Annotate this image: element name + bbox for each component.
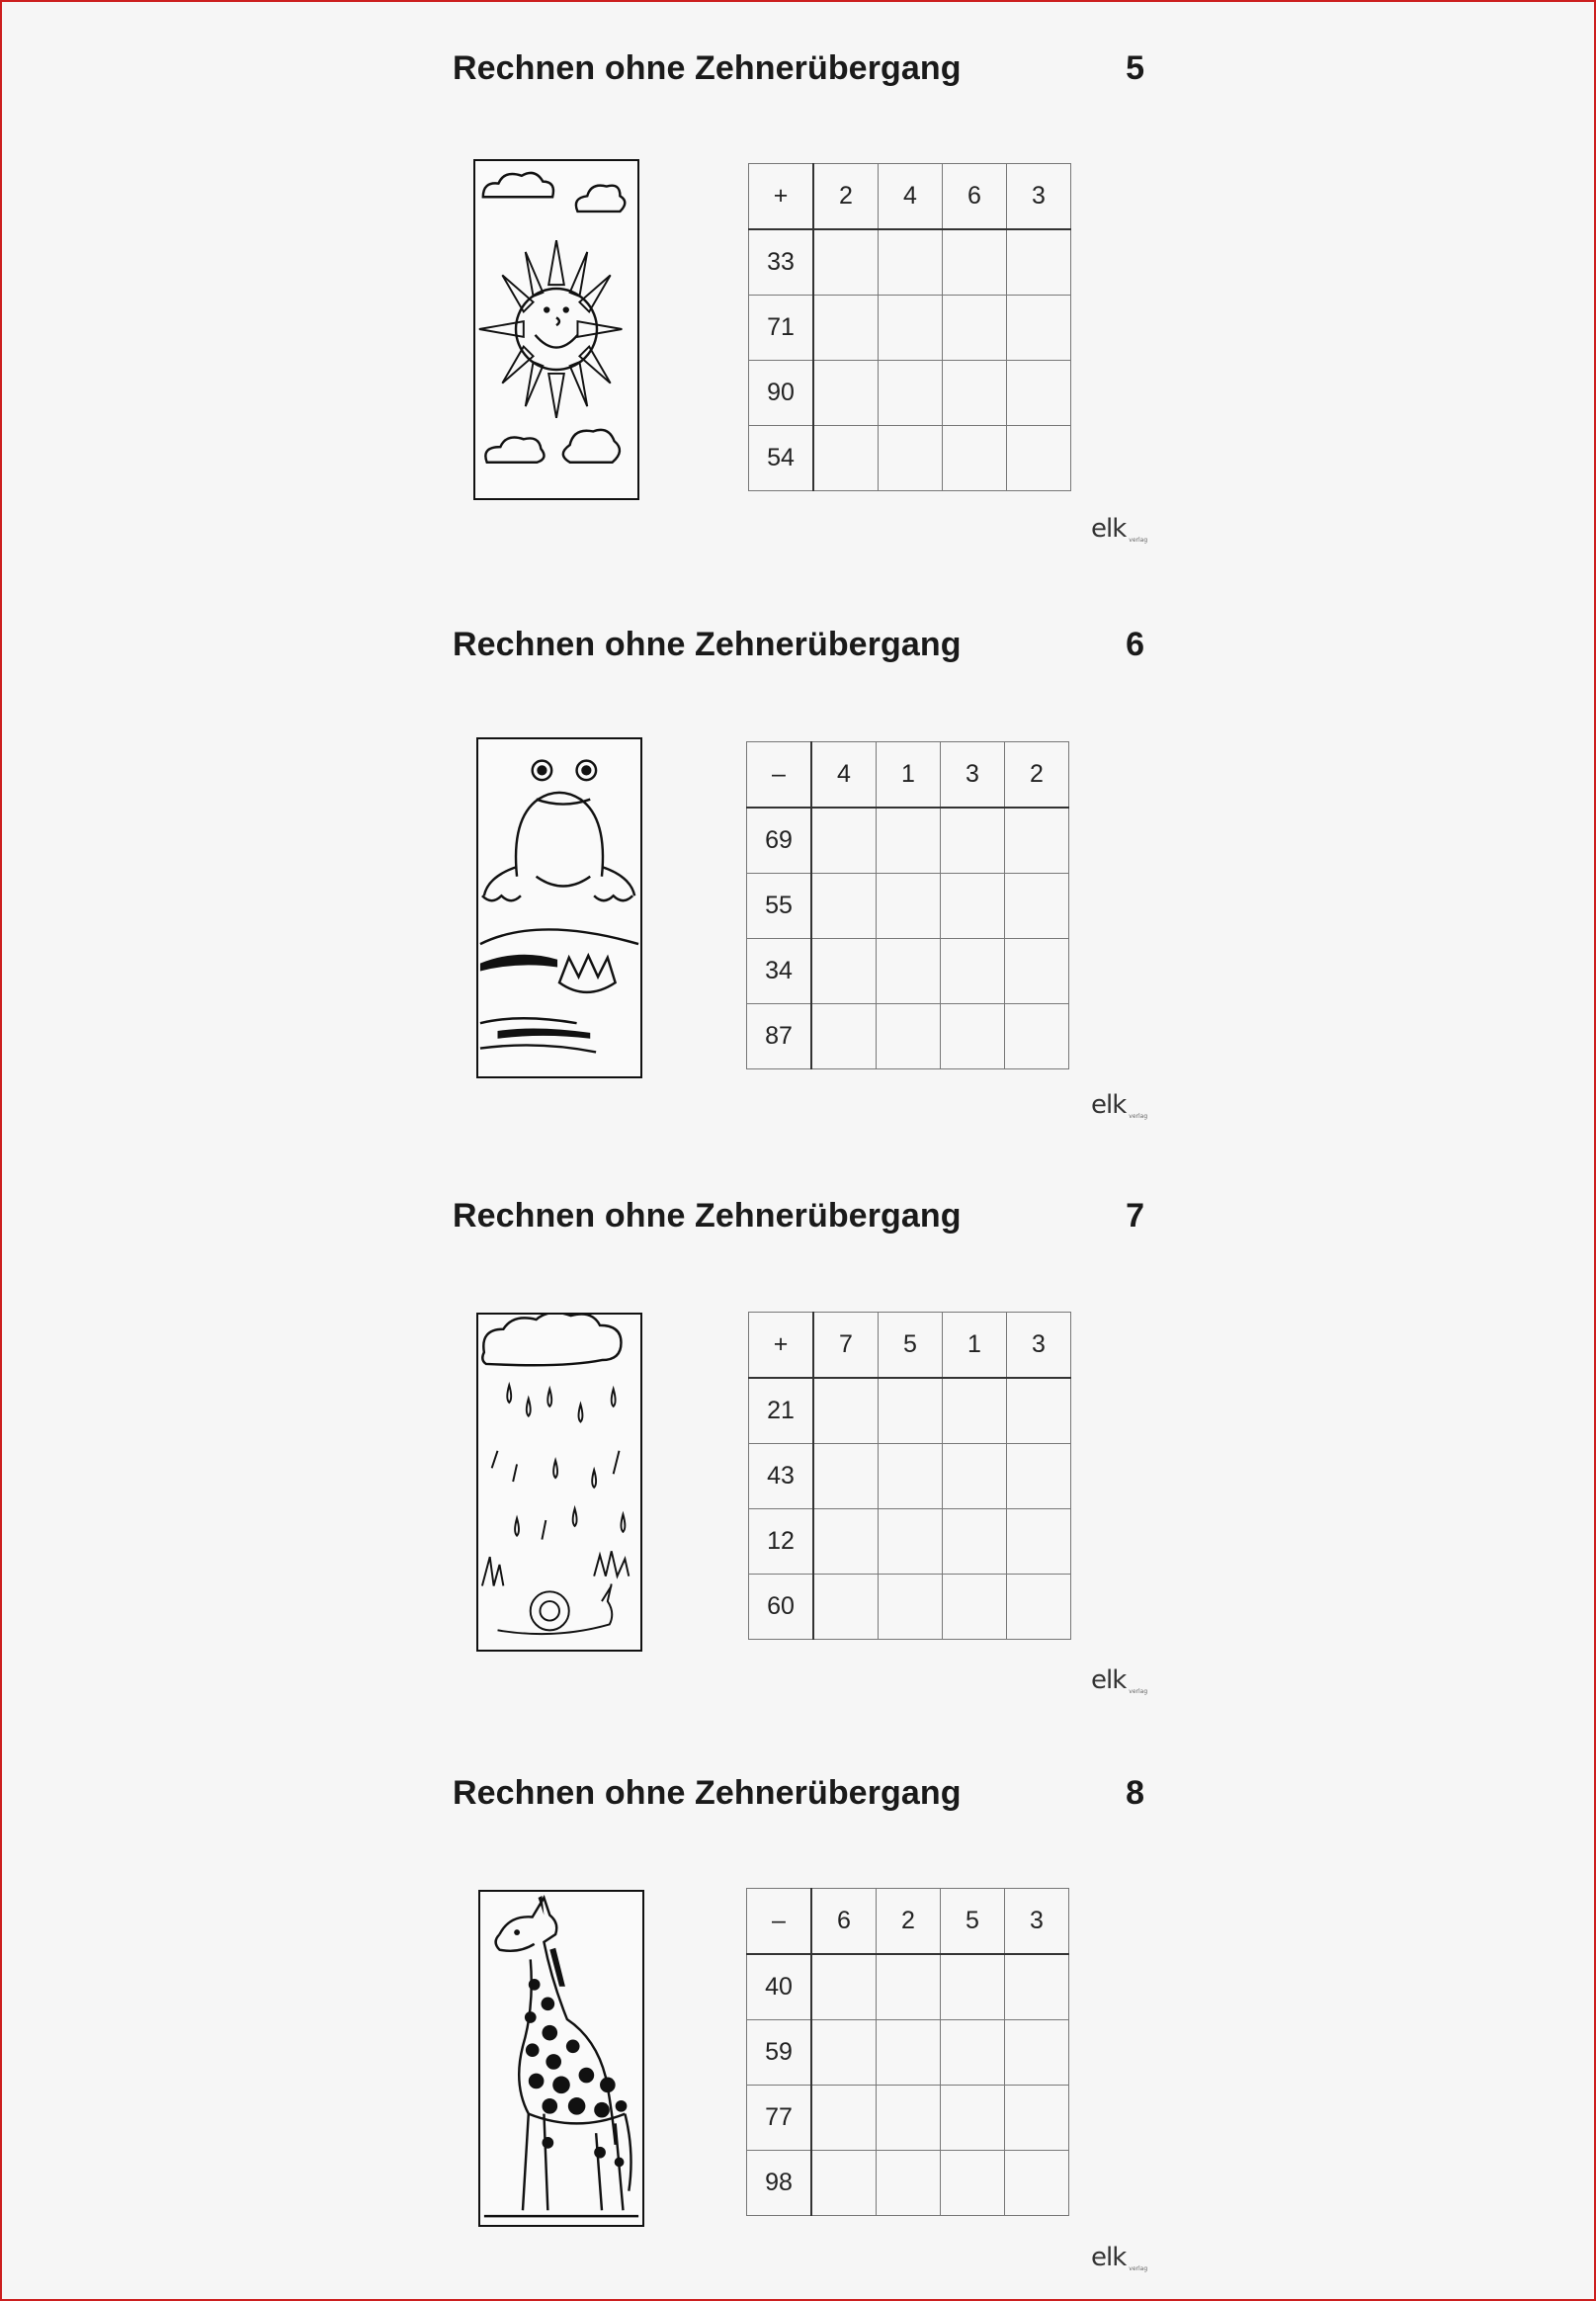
worksheet-8 [0, 1725, 1596, 2278]
answer-cell[interactable] [877, 2020, 941, 2086]
answer-cell[interactable] [877, 939, 941, 1004]
column-header: 3 [1007, 1313, 1071, 1379]
row-header: 12 [749, 1509, 814, 1575]
math-grid [748, 1312, 1071, 1640]
giraffe-illustration [478, 1890, 644, 2227]
column-header: 3 [1007, 164, 1071, 230]
operator-cell: + [749, 164, 814, 230]
worksheet-5 [0, 0, 1596, 554]
answer-cell[interactable] [1005, 2151, 1069, 2216]
logo-subtext: verlag [1129, 2265, 1148, 2272]
answer-cell[interactable] [813, 361, 879, 426]
answer-cell[interactable] [941, 2020, 1005, 2086]
answer-cell[interactable] [877, 2151, 941, 2216]
math-grid [746, 741, 1069, 1069]
answer-cell[interactable] [811, 1004, 877, 1069]
column-header: 1 [943, 1313, 1007, 1379]
answer-cell[interactable] [943, 296, 1007, 361]
row-header: 55 [747, 874, 812, 939]
row-header: 77 [747, 2086, 812, 2151]
answer-cell[interactable] [1007, 426, 1071, 491]
row-header: 40 [747, 1954, 812, 2020]
answer-cell[interactable] [943, 1378, 1007, 1444]
row-header: 59 [747, 2020, 812, 2086]
frog-icon [478, 739, 640, 1076]
logo-text: elk [1091, 1665, 1127, 1695]
answer-cell[interactable] [1007, 1509, 1071, 1575]
answer-cell[interactable] [1005, 1004, 1069, 1069]
answer-cell[interactable] [879, 296, 943, 361]
worksheet-number: 8 [1126, 1774, 1144, 1812]
row-header: 33 [749, 229, 814, 296]
answer-cell[interactable] [943, 361, 1007, 426]
answer-cell[interactable] [943, 426, 1007, 491]
column-header: 1 [877, 742, 941, 809]
sun-rays [479, 240, 622, 418]
answer-cell[interactable] [1005, 939, 1069, 1004]
answer-cell[interactable] [941, 1004, 1005, 1069]
row-header: 54 [749, 426, 814, 491]
answer-cell[interactable] [941, 874, 1005, 939]
answer-cell[interactable] [1007, 296, 1071, 361]
giraffe-icon [480, 1892, 642, 2225]
worksheet-number: 7 [1126, 1197, 1144, 1235]
answer-cell[interactable] [877, 874, 941, 939]
answer-cell[interactable] [877, 1954, 941, 2020]
answer-cell[interactable] [879, 1575, 943, 1640]
answer-cell[interactable] [813, 1575, 879, 1640]
answer-cell[interactable] [877, 808, 941, 874]
column-header: 2 [813, 164, 879, 230]
column-header: 5 [941, 1889, 1005, 1955]
row-header: 90 [749, 361, 814, 426]
answer-cell[interactable] [1007, 229, 1071, 296]
answer-cell[interactable] [1007, 1378, 1071, 1444]
answer-cell[interactable] [813, 1444, 879, 1509]
answer-cell[interactable] [943, 1444, 1007, 1509]
answer-cell[interactable] [1005, 2086, 1069, 2151]
answer-cell[interactable] [879, 361, 943, 426]
column-header: 2 [877, 1889, 941, 1955]
answer-cell[interactable] [811, 808, 877, 874]
worksheet-number: 6 [1126, 626, 1144, 663]
answer-cell[interactable] [879, 229, 943, 296]
logo-subtext: verlag [1129, 1688, 1148, 1695]
answer-cell[interactable] [813, 426, 879, 491]
publisher-logo [1091, 514, 1147, 544]
frog-illustration [476, 737, 642, 1078]
column-header: 7 [813, 1313, 879, 1379]
math-grid [746, 1888, 1069, 2216]
sun-illustration [473, 159, 639, 500]
rain-illustration [476, 1313, 642, 1652]
answer-cell[interactable] [1007, 1575, 1071, 1640]
answer-cell[interactable] [943, 1575, 1007, 1640]
answer-cell[interactable] [813, 296, 879, 361]
logo-subtext: verlag [1129, 537, 1148, 544]
answer-cell[interactable] [811, 2020, 877, 2086]
answer-cell[interactable] [1007, 361, 1071, 426]
row-header: 87 [747, 1004, 812, 1069]
worksheet-7 [0, 1148, 1596, 1701]
answer-cell[interactable] [941, 2086, 1005, 2151]
answer-cell[interactable] [879, 1444, 943, 1509]
worksheet-title: Rechnen ohne Zehnerübergang [453, 626, 962, 663]
answer-cell[interactable] [943, 1509, 1007, 1575]
answer-cell[interactable] [879, 1378, 943, 1444]
operator-cell: + [749, 1313, 814, 1379]
publisher-logo [1091, 1090, 1147, 1120]
worksheet-number: 5 [1126, 49, 1144, 87]
operator-cell: – [747, 1889, 812, 1955]
answer-cell[interactable] [1005, 874, 1069, 939]
column-header: 6 [811, 1889, 877, 1955]
row-header: 60 [749, 1575, 814, 1640]
answer-cell[interactable] [1007, 1444, 1071, 1509]
logo-subtext: verlag [1129, 1113, 1148, 1120]
answer-cell[interactable] [813, 1378, 879, 1444]
row-header: 98 [747, 2151, 812, 2216]
row-header: 21 [749, 1378, 814, 1444]
logo-text: elk [1091, 2243, 1127, 2272]
sun-icon [475, 161, 637, 498]
logo-text: elk [1091, 514, 1127, 544]
column-header: 3 [941, 742, 1005, 809]
answer-cell[interactable] [1005, 2020, 1069, 2086]
answer-cell[interactable] [813, 229, 879, 296]
answer-cell[interactable] [877, 2086, 941, 2151]
answer-cell[interactable] [811, 874, 877, 939]
row-header: 71 [749, 296, 814, 361]
answer-cell[interactable] [941, 808, 1005, 874]
column-header: 6 [943, 164, 1007, 230]
publisher-logo [1091, 2243, 1147, 2272]
answer-cell[interactable] [941, 939, 1005, 1004]
answer-cell[interactable] [877, 1004, 941, 1069]
answer-cell[interactable] [941, 2151, 1005, 2216]
operator-cell: – [747, 742, 812, 809]
row-header: 69 [747, 808, 812, 874]
answer-cell[interactable] [811, 2151, 877, 2216]
row-header: 34 [747, 939, 812, 1004]
answer-cell[interactable] [941, 1954, 1005, 2020]
answer-cell[interactable] [1005, 1954, 1069, 2020]
worksheet-title: Rechnen ohne Zehnerübergang [453, 49, 962, 87]
answer-cell[interactable] [813, 1509, 879, 1575]
column-header: 3 [1005, 1889, 1069, 1955]
answer-cell[interactable] [879, 426, 943, 491]
math-grid [748, 163, 1071, 491]
answer-cell[interactable] [811, 939, 877, 1004]
answer-cell[interactable] [811, 2086, 877, 2151]
column-header: 5 [879, 1313, 943, 1379]
row-header: 43 [749, 1444, 814, 1509]
answer-cell[interactable] [1005, 808, 1069, 874]
answer-cell[interactable] [811, 1954, 877, 2020]
column-header: 4 [879, 164, 943, 230]
worksheet-title: Rechnen ohne Zehnerübergang [453, 1774, 962, 1812]
answer-cell[interactable] [943, 229, 1007, 296]
rain-cloud-icon [478, 1315, 640, 1650]
publisher-logo [1091, 1665, 1147, 1695]
logo-text: elk [1091, 1090, 1127, 1120]
worksheet-title: Rechnen ohne Zehnerübergang [453, 1197, 962, 1235]
column-header: 2 [1005, 742, 1069, 809]
worksheet-6 [0, 576, 1596, 1130]
giraffe-spots [514, 1896, 627, 2167]
column-header: 4 [811, 742, 877, 809]
answer-cell[interactable] [879, 1509, 943, 1575]
